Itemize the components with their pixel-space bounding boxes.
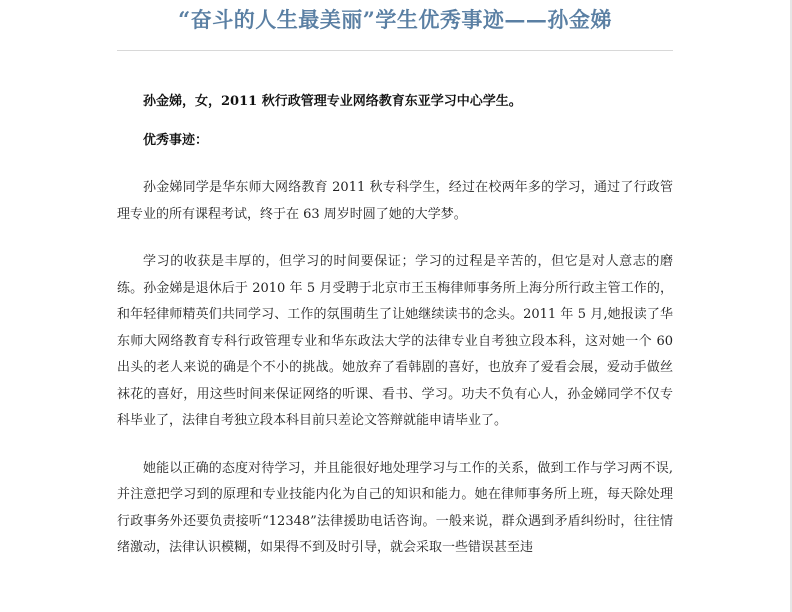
title-divider <box>117 50 673 51</box>
paragraph-1: 孙金娣同学是华东师大网络教育 2011 秋专科学生，经过在校两年多的学习，通过了行政管理专业的所有课程考试，终于在 63 周岁时圆了她的大学梦。 <box>117 180 673 222</box>
paragraph-3: 她能以正确的态度对待学习，并且能很好地处理学习与工作的关系，做到工作与学习两不误,并注意把学习到的原理和专业技能内化为自己的知识和能力。她在律师事务所上班，每天除处理行政事务外还要负责接听“12348”法律援助电话咨询。一般来说，群众遇到矛盾纠纷时，往往情绪激动，法律认识模糊，如果得不到及时引导，就会采取一些错误甚至违 <box>117 460 673 555</box>
student-intro: 孙金娣，女，2011 秋行政管理专业网络教育东亚学习中心学生。 <box>143 94 522 109</box>
paragraph-2: 学习的收获是丰厚的，但学习的时间要保证；学习的过程是辛苦的，但它是对人意志的磨练。孙金娣是退休后于 2010 年 5 月受聘于北京市王玉梅律师事务所上海分所行政主管工作的，和年轻律师精英们共同学习、工作的氛围萌生了让她继续读书的念头。2011 年 5 月,她报读了华东师大网络教育专科行政管理专业和华东政法大学的法律专业自考独立段本科，这对她一个 60 出头的老人来说的确是个不小的挑战。她放弃了看韩剧的喜好，也放弃了爱看会展，爱动手做丝袜花的喜好，用这些时间来保证网络的听课、看书、学习。功夫不负有心人，孙金娣同学不仅专科毕业了，法律自考独立段本科目前只差论文答辩就能申请毕业了。 <box>117 254 673 428</box>
article-body <box>117 89 673 562</box>
article-title: “奋斗的人生最美丽”学生优秀事迹——孙金娣 <box>178 7 612 32</box>
article <box>117 0 673 583</box>
section-heading: 优秀事迹： <box>143 132 209 148</box>
